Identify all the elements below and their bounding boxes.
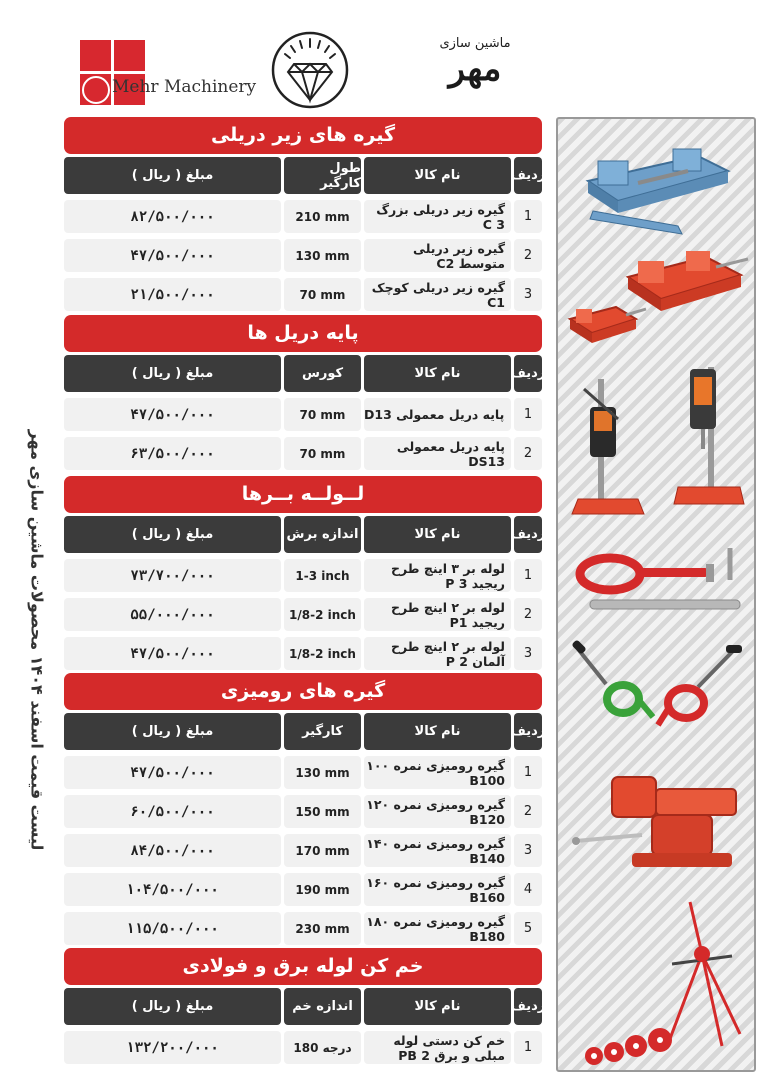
section-title: لــولــه بــرها xyxy=(64,476,542,513)
row-price: ۷۳/۷۰۰/۰۰۰ xyxy=(64,559,281,592)
row-price: ۶۰/۵۰۰/۰۰۰ xyxy=(64,795,281,828)
table-row xyxy=(64,398,542,431)
row-price: ۱۰۴/۵۰۰/۰۰۰ xyxy=(64,873,281,906)
header-spec: اندازه برش xyxy=(284,516,361,553)
table-row xyxy=(64,873,542,906)
section-drill-vises xyxy=(64,117,546,311)
table-row xyxy=(64,437,542,470)
row-idx: 1 xyxy=(514,398,542,431)
table-row xyxy=(64,834,542,867)
row-idx: 3 xyxy=(514,637,542,670)
row-name: گیره رومیزی نمره ۱۴۰ B140 xyxy=(364,834,511,867)
row-price: ۱۳۲/۲۰۰/۰۰۰ xyxy=(64,1031,281,1064)
row-spec: 150 mm xyxy=(284,795,361,828)
row-price: ۶۳/۵۰۰/۰۰۰ xyxy=(64,437,281,470)
row-spec: 180 درجه xyxy=(284,1031,361,1064)
row-spec: 70 mm xyxy=(284,278,361,311)
drill-stand-image xyxy=(568,359,748,524)
header-spec: کورس xyxy=(284,355,361,392)
row-idx: 2 xyxy=(514,598,542,631)
header-name: نام کالا xyxy=(364,355,511,392)
row-spec: 230 mm xyxy=(284,912,361,945)
table-header xyxy=(64,516,546,553)
row-name: پایه دریل معمولی D13 xyxy=(364,398,511,431)
section-pipe-benders xyxy=(64,948,546,1064)
bench-vise-image xyxy=(572,769,752,879)
header-price: مبلغ ( ریال ) xyxy=(64,157,281,194)
section-drill-stands xyxy=(64,315,546,470)
header-idx: ردیف xyxy=(514,516,542,553)
header-name: نام کالا xyxy=(364,713,511,750)
header-idx: ردیف xyxy=(514,988,542,1025)
section-title: پایه دریل ها xyxy=(64,315,542,352)
row-idx: 1 xyxy=(514,559,542,592)
table-row xyxy=(64,239,542,272)
section-bench-vises xyxy=(64,673,546,945)
row-spec: 130 mm xyxy=(284,756,361,789)
row-idx: 2 xyxy=(514,437,542,470)
row-name: لوله بر ۲ اینچ طرح ریجید P1 xyxy=(364,598,511,631)
header-name: نام کالا xyxy=(364,988,511,1025)
pipe-cutter-handles-image xyxy=(568,639,748,734)
header-idx: ردیف xyxy=(514,355,542,392)
section-title: گیره های زیر دریلی xyxy=(64,117,542,154)
header-name: نام کالا xyxy=(364,157,511,194)
mehr-machinery-logo xyxy=(80,40,270,110)
row-spec: 70 mm xyxy=(284,437,361,470)
table-row xyxy=(64,200,542,233)
header-price: مبلغ ( ریال ) xyxy=(64,516,281,553)
row-spec: 170 mm xyxy=(284,834,361,867)
row-spec: 210 mm xyxy=(284,200,361,233)
brand-name: مهر xyxy=(448,49,502,89)
table-header xyxy=(64,713,546,750)
row-spec: 190 mm xyxy=(284,873,361,906)
row-price: ۴۷/۵۰۰/۰۰۰ xyxy=(64,637,281,670)
row-idx: 5 xyxy=(514,912,542,945)
side-caption xyxy=(22,390,52,890)
header-price: مبلغ ( ریال ) xyxy=(64,988,281,1025)
header-spec: کارگیر xyxy=(284,713,361,750)
row-price: ۱۱۵/۵۰۰/۰۰۰ xyxy=(64,912,281,945)
table-row xyxy=(64,559,542,592)
table-row xyxy=(64,1031,542,1064)
row-name: لوله بر ۳ اینچ طرح ریجید P 3 xyxy=(364,559,511,592)
header-spec: اندازه خم xyxy=(284,988,361,1025)
row-price: ۸۴/۵۰۰/۰۰۰ xyxy=(64,834,281,867)
table-row xyxy=(64,598,542,631)
table-header xyxy=(64,988,546,1025)
row-name: پایه دریل معمولی DS13 xyxy=(364,437,511,470)
section-title: گیره های رومیزی xyxy=(64,673,542,710)
row-spec: 1-3 inch xyxy=(284,559,361,592)
row-idx: 1 xyxy=(514,1031,542,1064)
row-spec: 70 mm xyxy=(284,398,361,431)
table-row xyxy=(64,795,542,828)
pipe-cutter-image xyxy=(570,544,745,619)
table-row xyxy=(64,756,542,789)
header-spec: طول کارگیر xyxy=(284,157,361,194)
row-price: ۸۲/۵۰۰/۰۰۰ xyxy=(64,200,281,233)
brand-title xyxy=(420,36,530,106)
header-price: مبلغ ( ریال ) xyxy=(64,713,281,750)
row-name: گیره رومیزی نمره ۱۸۰ B180 xyxy=(364,912,511,945)
header-name: نام کالا xyxy=(364,516,511,553)
pipe-bender-image xyxy=(572,894,747,1069)
row-price: ۴۷/۵۰۰/۰۰۰ xyxy=(64,398,281,431)
header-idx: ردیف xyxy=(514,157,542,194)
row-idx: 3 xyxy=(514,278,542,311)
drill-press-vise-blue-image xyxy=(578,141,738,236)
product-image-panel xyxy=(556,117,756,1072)
row-idx: 1 xyxy=(514,200,542,233)
row-name: گیره زیر دریلی کوچک C1 xyxy=(364,278,511,311)
row-idx: 3 xyxy=(514,834,542,867)
row-name: گیره رومیزی نمره ۱۲۰ B120 xyxy=(364,795,511,828)
table-row xyxy=(64,637,542,670)
row-price: ۵۵/۰۰۰/۰۰۰ xyxy=(64,598,281,631)
row-idx: 2 xyxy=(514,239,542,272)
table-header xyxy=(64,355,546,392)
row-price: ۴۷/۵۰۰/۰۰۰ xyxy=(64,239,281,272)
row-name: گیره زیر دریلی بزرگ C 3 xyxy=(364,200,511,233)
row-idx: 2 xyxy=(514,795,542,828)
section-title: خم کن لوله برق و فولادی xyxy=(64,948,542,985)
side-caption-text: لیست قیمت اسفند ۱۴۰۴ محصولات ماشین سازی مهر xyxy=(27,429,47,851)
row-idx: 4 xyxy=(514,873,542,906)
brand-subtitle: ماشین سازی xyxy=(439,36,511,51)
row-spec: 1/8-2 inch xyxy=(284,598,361,631)
header-idx: ردیف xyxy=(514,713,542,750)
row-price: ۲۱/۵۰۰/۰۰۰ xyxy=(64,278,281,311)
row-price: ۴۷/۵۰۰/۰۰۰ xyxy=(64,756,281,789)
row-idx: 1 xyxy=(514,756,542,789)
row-spec: 130 mm xyxy=(284,239,361,272)
row-name: گیره زیر دریلی متوسط C2 xyxy=(364,239,511,272)
row-name: گیره رومیزی نمره ۱۶۰ B160 xyxy=(364,873,511,906)
row-name: خم کن دستی لوله مبلی و برق PB 2 xyxy=(364,1031,511,1064)
row-name: گیره رومیزی نمره ۱۰۰ B100 xyxy=(364,756,511,789)
drill-press-vise-red-image xyxy=(566,247,751,357)
table-header xyxy=(64,157,546,194)
header-price: مبلغ ( ریال ) xyxy=(64,355,281,392)
table-row xyxy=(64,278,542,311)
diamond-logo-icon xyxy=(270,30,350,110)
row-spec: 1/8-2 inch xyxy=(284,637,361,670)
logo-seal-icon xyxy=(82,76,110,104)
table-row xyxy=(64,912,542,945)
logo-text: Mehr Machinery xyxy=(112,77,257,97)
section-pipe-cutters xyxy=(64,476,546,670)
row-name: لوله بر ۲ اینچ طرح آلمان P 2 xyxy=(364,637,511,670)
